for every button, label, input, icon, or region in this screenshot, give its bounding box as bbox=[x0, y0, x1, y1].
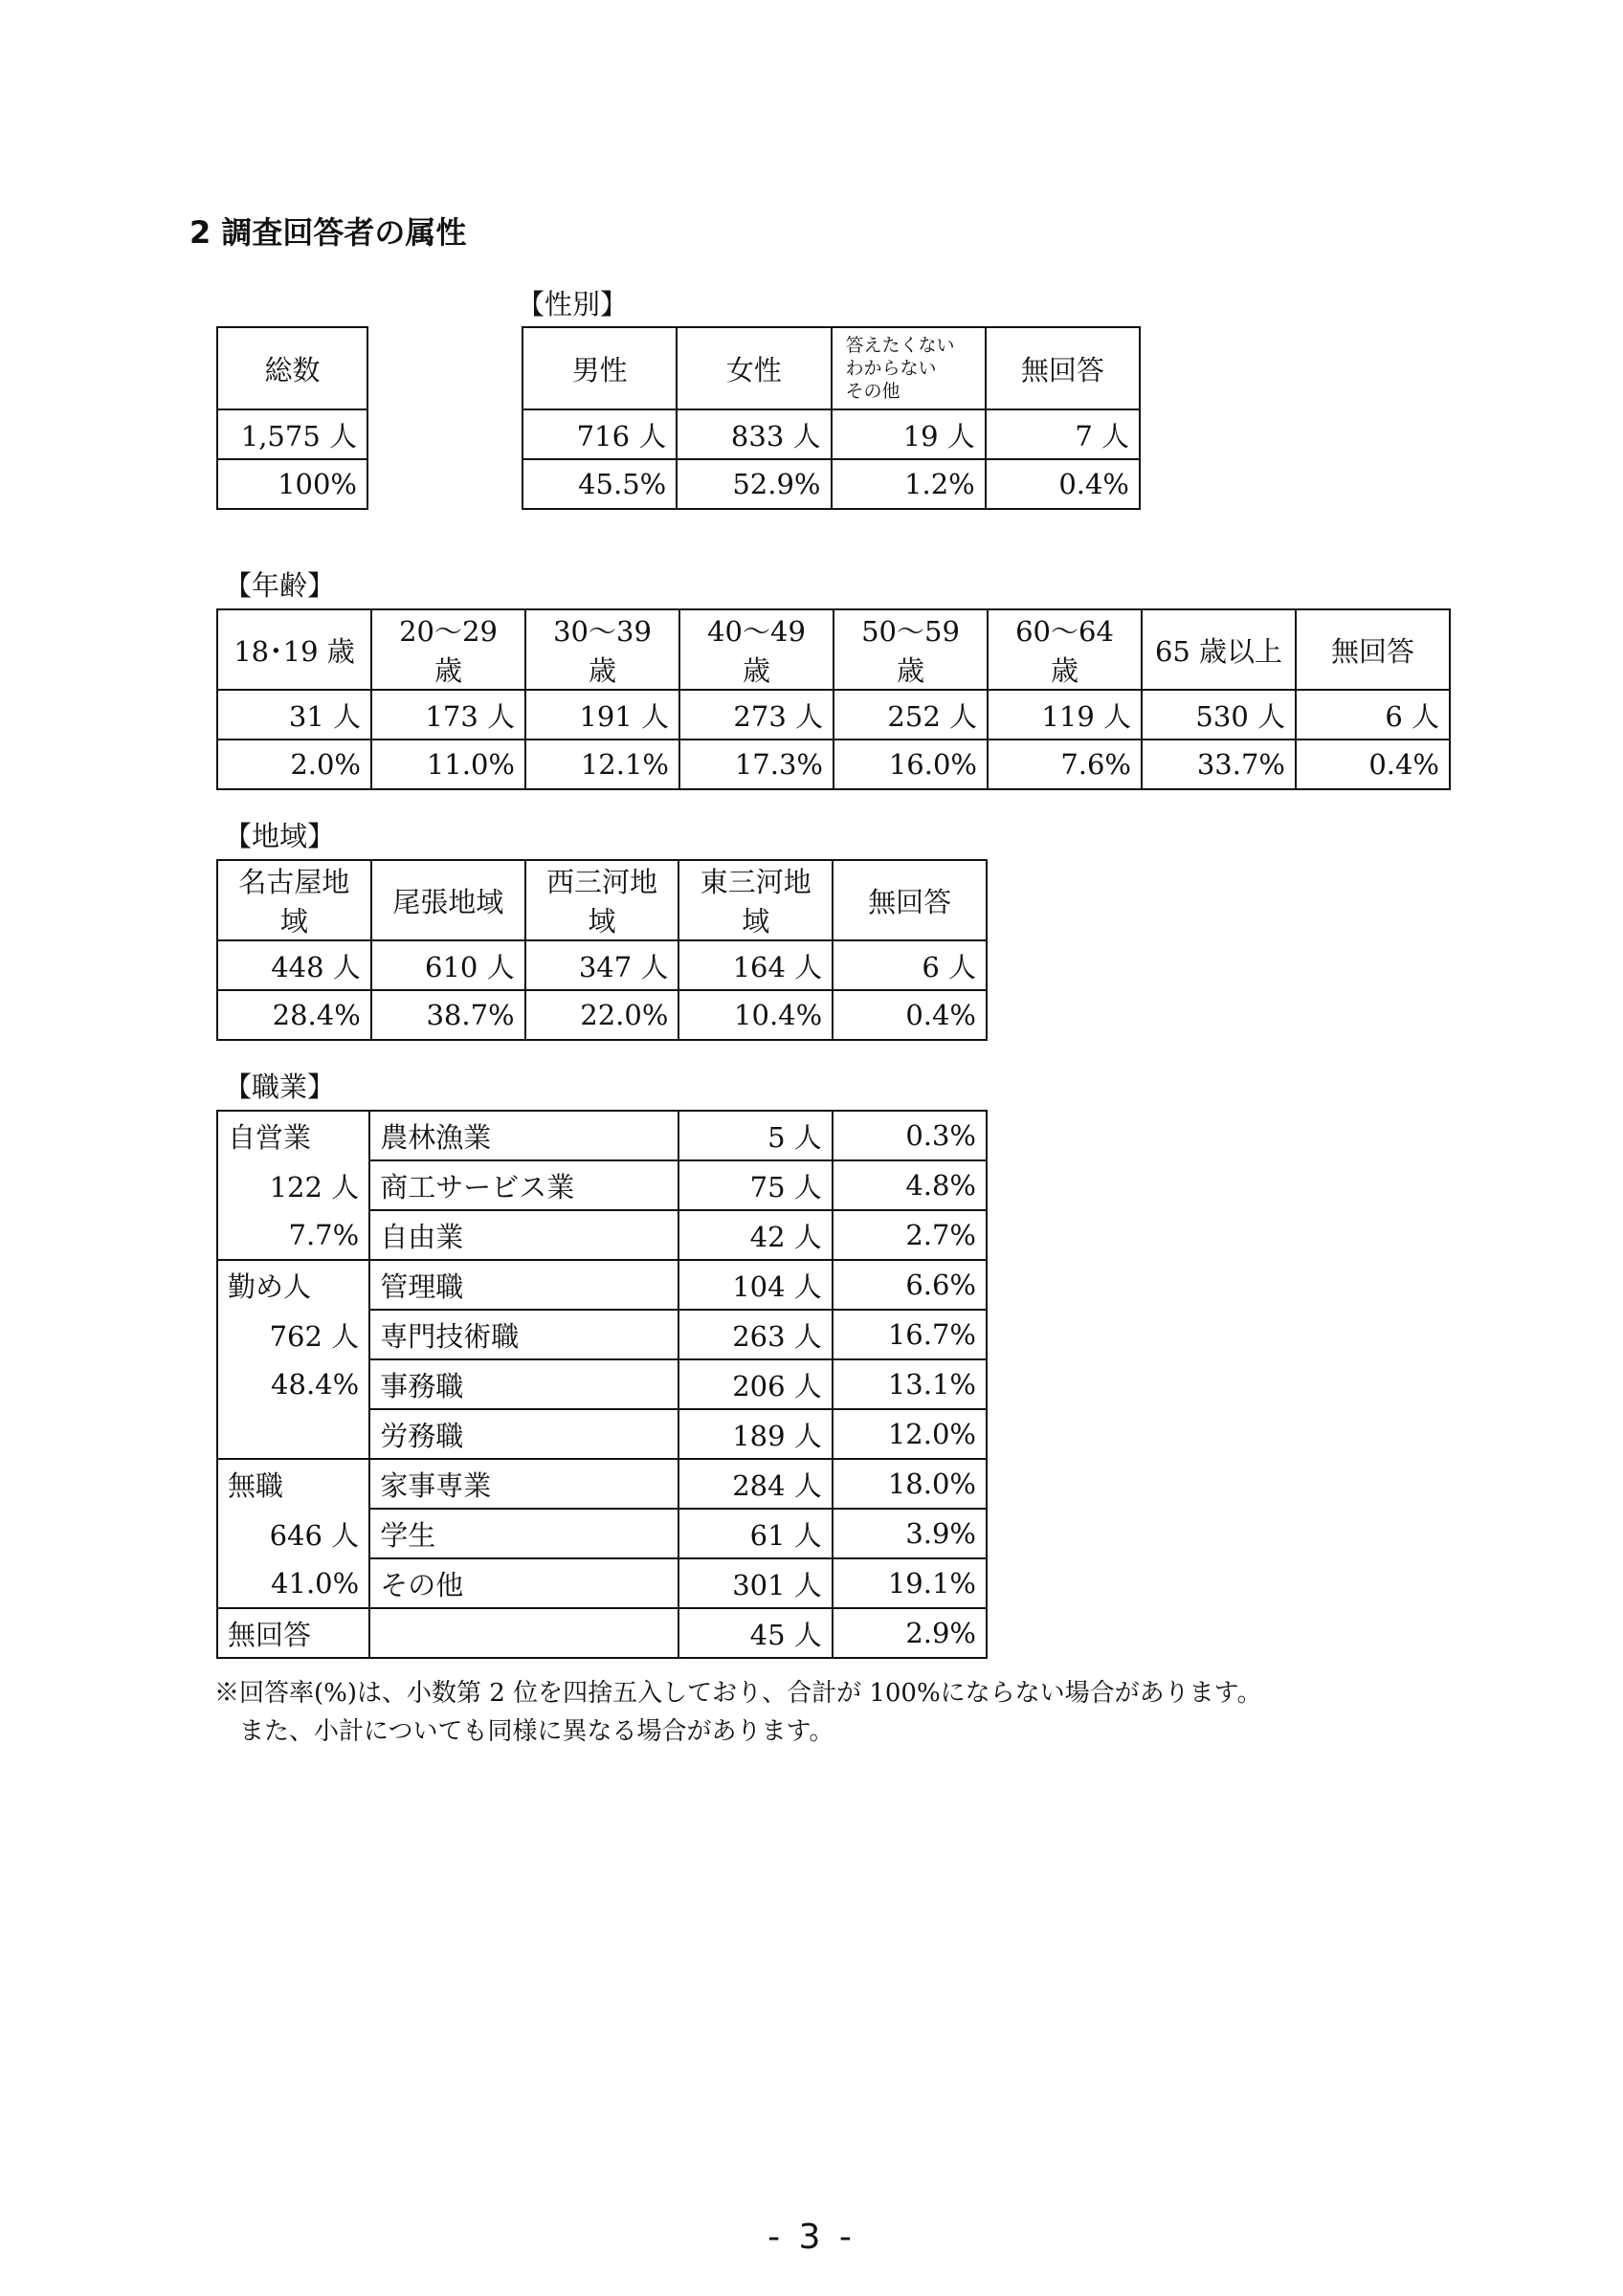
footnote bbox=[214, 1674, 1262, 1751]
group-count: 122 人 bbox=[217, 1160, 369, 1210]
occupation-name: 管理職 bbox=[369, 1260, 678, 1310]
group-name: 無回答 bbox=[217, 1608, 369, 1658]
table-row bbox=[217, 1310, 987, 1359]
age-count-50-59: 252 人 bbox=[834, 690, 988, 740]
page-number: - 3 - bbox=[767, 2218, 856, 2257]
total-table bbox=[216, 326, 368, 510]
gender-header-other bbox=[832, 327, 986, 409]
occupation-percent: 4.8% bbox=[833, 1160, 987, 1210]
occupation-count: 5 人 bbox=[678, 1111, 833, 1160]
gender-header-other-line2: わからない bbox=[845, 358, 937, 379]
group-name: 無職 bbox=[217, 1459, 369, 1509]
occupation-percent: 6.6% bbox=[833, 1260, 987, 1310]
age-percent-30-39: 12.1% bbox=[525, 740, 679, 789]
total-count: 1,575 人 bbox=[217, 409, 367, 459]
group-name: 自営業 bbox=[217, 1111, 369, 1160]
occupation-percent: 19.1% bbox=[833, 1558, 987, 1608]
age-count-noanswer: 6 人 bbox=[1296, 690, 1450, 740]
age-percent-20-29: 11.0% bbox=[371, 740, 525, 789]
age-percent-18-19: 2.0% bbox=[217, 740, 371, 789]
gender-header-noanswer: 無回答 bbox=[986, 327, 1140, 409]
region-table bbox=[216, 859, 988, 1041]
region-count-owari: 610 人 bbox=[371, 940, 525, 990]
region-header-higashimikawa: 東三河地域 bbox=[678, 860, 833, 940]
occupation-count: 263 人 bbox=[678, 1310, 833, 1359]
group-percent: 48.4% bbox=[217, 1359, 369, 1409]
age-header-noanswer: 無回答 bbox=[1296, 609, 1450, 690]
occupation-percent: 12.0% bbox=[833, 1409, 987, 1459]
region-percent-owari: 38.7% bbox=[371, 990, 525, 1040]
table-row bbox=[217, 1509, 987, 1558]
table-row bbox=[217, 1111, 987, 1160]
table-row bbox=[217, 1409, 987, 1459]
age-percent-40-49: 17.3% bbox=[679, 740, 834, 789]
occupation-name: 専門技術職 bbox=[369, 1310, 678, 1359]
age-header-40-49: 40～49 歳 bbox=[679, 609, 834, 690]
gender-header-other-line1: 答えたくない bbox=[845, 335, 955, 356]
region-percent-noanswer: 0.4% bbox=[833, 990, 987, 1040]
table-row bbox=[217, 1210, 987, 1260]
group-name: 勤め人 bbox=[217, 1260, 369, 1310]
region-percent-nishimikawa: 22.0% bbox=[525, 990, 679, 1040]
table-row bbox=[217, 1260, 987, 1310]
occupation-name: 家事専業 bbox=[369, 1459, 678, 1509]
gender-count-male: 716 人 bbox=[522, 409, 677, 459]
occupation-name: 商工サービス業 bbox=[369, 1160, 678, 1210]
age-count-20-29: 173 人 bbox=[371, 690, 525, 740]
occupation-name: 労務職 bbox=[369, 1409, 678, 1459]
gender-percent-female: 52.9% bbox=[677, 459, 831, 509]
occupation-label: 【職業】 bbox=[224, 1071, 336, 1103]
gender-count-female: 833 人 bbox=[677, 409, 831, 459]
age-count-40-49: 273 人 bbox=[679, 690, 834, 740]
occupation-percent: 3.9% bbox=[833, 1509, 987, 1558]
occupation-name: 農林漁業 bbox=[369, 1111, 678, 1160]
age-header-60-64: 60～64 歳 bbox=[988, 609, 1142, 690]
occupation-count: 104 人 bbox=[678, 1260, 833, 1310]
age-percent-65plus: 33.7% bbox=[1142, 740, 1296, 789]
gender-count-noanswer: 7 人 bbox=[986, 409, 1140, 459]
region-header-nishimikawa: 西三河地域 bbox=[525, 860, 679, 940]
occupation-count: 42 人 bbox=[678, 1210, 833, 1260]
age-header-18-19: 18･19 歳 bbox=[217, 609, 371, 690]
age-header-65plus: 65 歳以上 bbox=[1142, 609, 1296, 690]
occupation-name: 事務職 bbox=[369, 1359, 678, 1409]
age-percent-60-64: 7.6% bbox=[988, 740, 1142, 789]
gender-percent-other: 1.2% bbox=[832, 459, 986, 509]
gender-percent-male: 45.5% bbox=[522, 459, 677, 509]
region-header-nagoya: 名古屋地域 bbox=[217, 860, 371, 940]
age-header-50-59: 50～59 歳 bbox=[834, 609, 988, 690]
table-row bbox=[217, 1558, 987, 1608]
age-percent-50-59: 16.0% bbox=[834, 740, 988, 789]
occupation-name bbox=[369, 1608, 678, 1658]
group-percent: 7.7% bbox=[217, 1210, 369, 1260]
age-header-20-29: 20～29 歳 bbox=[371, 609, 525, 690]
group-empty-cell bbox=[217, 1409, 369, 1459]
region-percent-nagoya: 28.4% bbox=[217, 990, 371, 1040]
footnote-line-1: ※回答率(%)は、小数第 2 位を四捨五入しており、合計が 100%にならない場合があります。 bbox=[214, 1679, 1262, 1708]
occupation-percent: 16.7% bbox=[833, 1310, 987, 1359]
occupation-count: 301 人 bbox=[678, 1558, 833, 1608]
occupation-percent: 18.0% bbox=[833, 1459, 987, 1509]
age-count-30-39: 191 人 bbox=[525, 690, 679, 740]
group-percent: 41.0% bbox=[217, 1558, 369, 1608]
region-percent-higashimikawa: 10.4% bbox=[678, 990, 833, 1040]
gender-table bbox=[522, 326, 1141, 510]
table-row bbox=[217, 1608, 987, 1658]
region-count-nishimikawa: 347 人 bbox=[525, 940, 679, 990]
age-percent-noanswer: 0.4% bbox=[1296, 740, 1450, 789]
occupation-percent: 2.7% bbox=[833, 1210, 987, 1260]
region-label: 【地域】 bbox=[224, 820, 336, 852]
gender-count-other: 19 人 bbox=[832, 409, 986, 459]
occupation-name: 自由業 bbox=[369, 1210, 678, 1260]
age-count-row bbox=[217, 690, 1450, 740]
occupation-count: 189 人 bbox=[678, 1409, 833, 1459]
age-label: 【年齢】 bbox=[224, 569, 336, 602]
occupation-count: 75 人 bbox=[678, 1160, 833, 1210]
occupation-percent: 2.9% bbox=[833, 1608, 987, 1658]
footnote-line-2: また、小計についても同様に異なる場合があります。 bbox=[239, 1717, 834, 1746]
section-title: 2 調査回答者の属性 bbox=[189, 214, 467, 251]
age-header-30-39: 30～39 歳 bbox=[525, 609, 679, 690]
gender-header-female: 女性 bbox=[677, 327, 831, 409]
region-count-nagoya: 448 人 bbox=[217, 940, 371, 990]
table-row bbox=[217, 1459, 987, 1509]
occupation-table bbox=[216, 1110, 988, 1659]
age-count-18-19: 31 人 bbox=[217, 690, 371, 740]
gender-header-other-line3: その他 bbox=[845, 381, 900, 402]
table-row bbox=[217, 1160, 987, 1210]
occupation-count: 61 人 bbox=[678, 1509, 833, 1558]
group-count: 646 人 bbox=[217, 1509, 369, 1558]
age-table bbox=[216, 608, 1451, 790]
group-count: 762 人 bbox=[217, 1310, 369, 1359]
gender-label: 【性別】 bbox=[517, 288, 629, 320]
gender-header-male: 男性 bbox=[522, 327, 677, 409]
table-row bbox=[217, 1359, 987, 1409]
gender-percent-noanswer: 0.4% bbox=[986, 459, 1140, 509]
age-count-60-64: 119 人 bbox=[988, 690, 1142, 740]
occupation-name: その他 bbox=[369, 1558, 678, 1608]
occupation-count: 206 人 bbox=[678, 1359, 833, 1409]
total-percent: 100% bbox=[217, 459, 367, 509]
age-header-row bbox=[217, 609, 1450, 690]
occupation-count: 45 人 bbox=[678, 1608, 833, 1658]
occupation-percent: 0.3% bbox=[833, 1111, 987, 1160]
occupation-name: 学生 bbox=[369, 1509, 678, 1558]
age-count-65plus: 530 人 bbox=[1142, 690, 1296, 740]
occupation-count: 284 人 bbox=[678, 1459, 833, 1509]
region-header-noanswer: 無回答 bbox=[833, 860, 987, 940]
total-header: 総数 bbox=[217, 327, 367, 409]
occupation-percent: 13.1% bbox=[833, 1359, 987, 1409]
region-count-noanswer: 6 人 bbox=[833, 940, 987, 990]
age-percent-row bbox=[217, 740, 1450, 789]
region-count-higashimikawa: 164 人 bbox=[678, 940, 833, 990]
region-header-owari: 尾張地域 bbox=[371, 860, 525, 940]
